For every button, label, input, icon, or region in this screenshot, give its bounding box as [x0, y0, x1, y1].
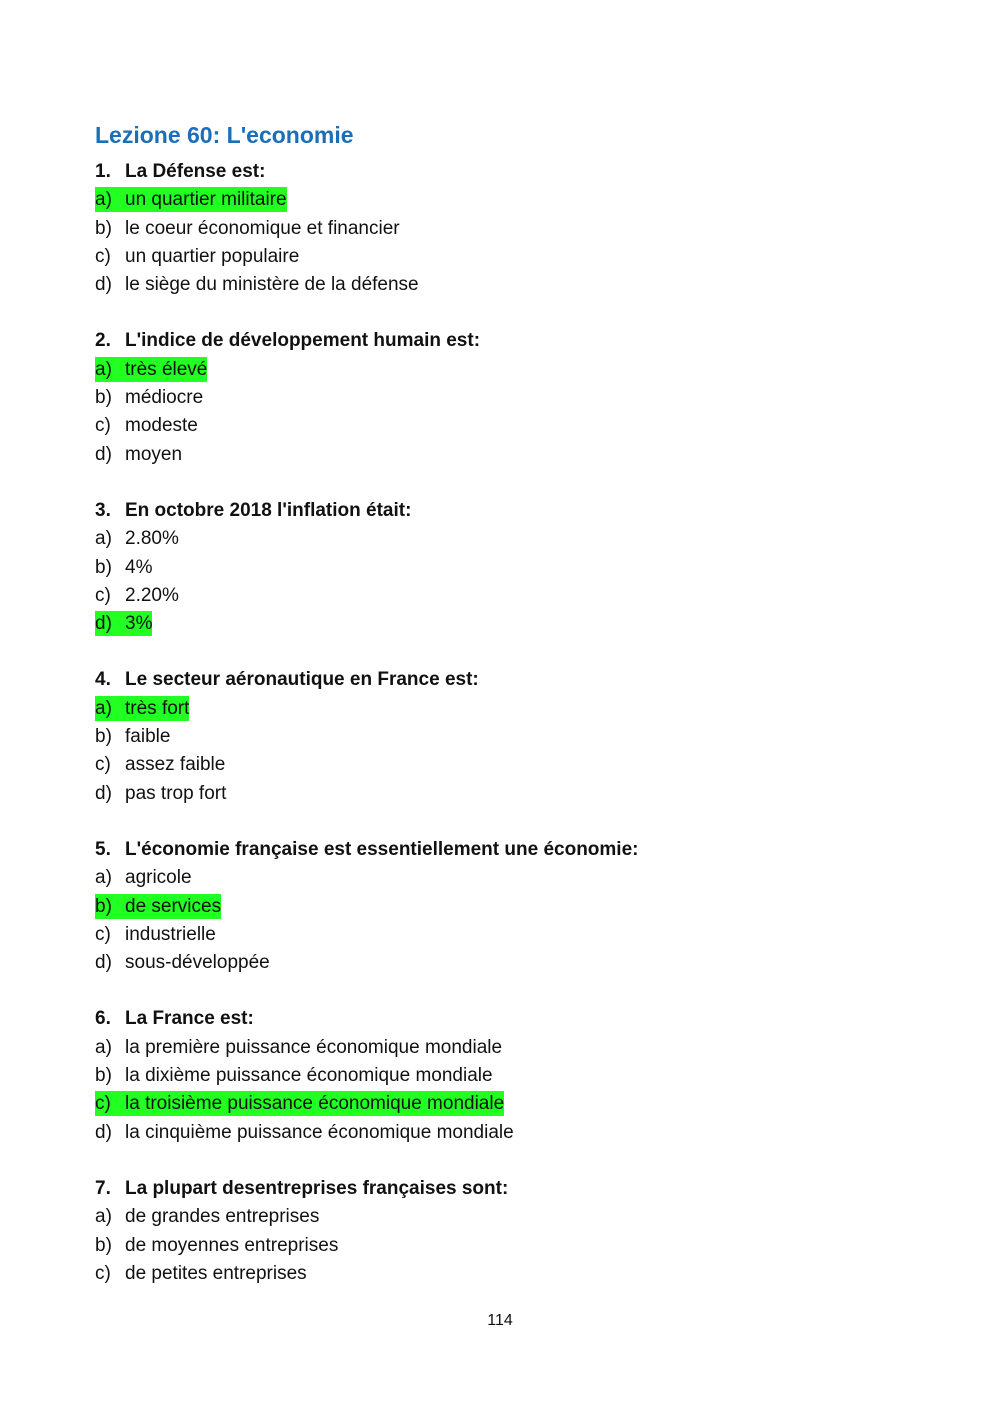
- answer-option-body: [95, 1261, 307, 1286]
- answer-option: [95, 1232, 915, 1260]
- question-stem: [95, 836, 915, 864]
- option-text: faible: [125, 726, 171, 748]
- option-letter: a): [95, 867, 112, 889]
- question-list: [95, 158, 915, 1288]
- answer-option: [95, 412, 915, 440]
- option-text: de services: [125, 895, 222, 917]
- option-letter: c): [95, 1262, 111, 1284]
- question-number: 6.: [95, 1008, 111, 1030]
- answer-option-body: [95, 1204, 319, 1229]
- answer-option: [95, 723, 915, 751]
- answer-option-body: [95, 1233, 338, 1258]
- answer-option: [95, 1090, 915, 1118]
- option-text: de grandes entreprises: [125, 1206, 320, 1228]
- question-number: 5.: [95, 838, 111, 860]
- option-letter: b): [95, 895, 112, 917]
- question-stem: [95, 497, 915, 525]
- option-letter: d): [95, 443, 112, 465]
- answer-option: [95, 186, 915, 214]
- question-text: La Défense est:: [125, 161, 266, 182]
- correct-answer-highlight: [95, 1091, 504, 1116]
- correct-answer-highlight: [95, 187, 287, 212]
- answer-option: [95, 864, 915, 892]
- option-letter: a): [95, 1036, 112, 1058]
- option-text: 2.80%: [125, 528, 179, 550]
- answer-option: [95, 271, 915, 299]
- answer-option: [95, 1260, 915, 1288]
- answer-option-body: [95, 865, 192, 890]
- option-letter: c): [95, 415, 111, 437]
- question-5: [95, 836, 915, 977]
- option-letter: c): [95, 923, 111, 945]
- answer-option-body: [95, 752, 225, 777]
- correct-answer-highlight: [95, 894, 221, 919]
- answer-option-body: [95, 413, 198, 438]
- answer-option-body: [95, 950, 270, 975]
- question-number: 3.: [95, 499, 111, 521]
- question-7: [95, 1175, 915, 1288]
- answer-option-body: [95, 1120, 514, 1145]
- answer-option-body: [95, 555, 152, 580]
- question-stem: [95, 1005, 915, 1033]
- question-3: [95, 497, 915, 638]
- question-number: 1.: [95, 161, 111, 182]
- answer-option-body: [95, 526, 179, 551]
- answer-option-body: [95, 922, 216, 947]
- page-number: 114: [487, 1312, 513, 1329]
- answer-option: [95, 695, 915, 723]
- option-letter: b): [95, 556, 112, 578]
- question-text: L'indice de développement humain est:: [125, 330, 481, 352]
- answer-option-body: [95, 385, 203, 410]
- option-letter: d): [95, 782, 112, 804]
- question-6: [95, 1005, 915, 1146]
- question-text: En octobre 2018 l'inflation était:: [125, 499, 412, 521]
- option-letter: a): [95, 189, 112, 211]
- option-text: la première puissance économique mondiale: [125, 1036, 503, 1058]
- answer-option: [95, 525, 915, 553]
- option-text: la cinquième puissance économique mondiale: [125, 1121, 514, 1143]
- option-text: très fort: [125, 697, 190, 719]
- answer-option: [95, 751, 915, 779]
- question-number: 7.: [95, 1177, 111, 1199]
- lesson-title: Lezione 60: L'economie: [95, 122, 354, 148]
- option-text: la dixième puissance économique mondiale: [125, 1065, 493, 1087]
- option-letter: d): [95, 1121, 112, 1143]
- question-4: [95, 666, 915, 807]
- answer-option-body: [95, 1035, 502, 1060]
- option-text: un quartier militaire: [125, 189, 287, 211]
- option-text: très élevé: [125, 358, 208, 380]
- question-text: La plupart desentreprises françaises sont:: [125, 1177, 509, 1199]
- option-letter: c): [95, 754, 111, 776]
- answer-option: [95, 356, 915, 384]
- option-text: moyen: [125, 443, 183, 465]
- option-letter: b): [95, 217, 112, 239]
- option-text: pas trop fort: [125, 782, 227, 804]
- option-text: 4%: [125, 556, 153, 578]
- question-text: La France est:: [125, 1008, 254, 1030]
- question-2: [95, 327, 915, 468]
- question-number: 4.: [95, 669, 111, 691]
- answer-option: [95, 1062, 915, 1090]
- correct-answer-highlight: [95, 611, 152, 636]
- option-letter: b): [95, 726, 112, 748]
- answer-option: [95, 554, 915, 582]
- option-letter: a): [95, 1206, 112, 1228]
- option-letter: d): [95, 274, 112, 296]
- option-letter: b): [95, 1065, 112, 1087]
- option-text: 2.20%: [125, 584, 179, 606]
- correct-answer-highlight: [95, 357, 207, 382]
- question-number: 2.: [95, 330, 111, 352]
- option-text: assez faible: [125, 754, 226, 776]
- option-letter: c): [95, 584, 111, 606]
- option-letter: d): [95, 613, 112, 635]
- question-stem: [95, 158, 915, 186]
- answer-option: [95, 921, 915, 949]
- option-letter: b): [95, 387, 112, 409]
- answer-option: [95, 215, 915, 243]
- answer-option: [95, 893, 915, 921]
- option-letter: c): [95, 245, 111, 267]
- option-text: médiocre: [125, 387, 204, 409]
- option-letter: d): [95, 952, 112, 974]
- option-text: modeste: [125, 415, 198, 437]
- option-text: agricole: [125, 867, 192, 889]
- option-text: le siège du ministère de la défense: [125, 274, 419, 296]
- answer-option-body: [95, 781, 226, 806]
- option-text: sous-développée: [125, 952, 270, 974]
- option-letter: b): [95, 1234, 112, 1256]
- answer-option: [95, 949, 915, 977]
- option-text: le coeur économique et financier: [125, 217, 400, 239]
- answer-option: [95, 384, 915, 412]
- answer-option: [95, 1034, 915, 1062]
- answer-option-body: [95, 1063, 493, 1088]
- answer-option: [95, 582, 915, 610]
- option-letter: a): [95, 358, 112, 380]
- option-text: de petites entreprises: [125, 1262, 307, 1284]
- answer-option: [95, 1119, 915, 1147]
- page-content: [95, 118, 915, 1316]
- question-stem: [95, 327, 915, 355]
- option-text: de moyennes entreprises: [125, 1234, 339, 1256]
- option-text: un quartier populaire: [125, 245, 300, 267]
- answer-option-body: [95, 583, 179, 608]
- answer-option: [95, 780, 915, 808]
- option-text: industrielle: [125, 923, 216, 945]
- answer-option: [95, 610, 915, 638]
- option-letter: c): [95, 1093, 111, 1115]
- correct-answer-highlight: [95, 696, 189, 721]
- answer-option-body: [95, 272, 419, 297]
- answer-option-body: [95, 442, 182, 467]
- option-text: 3%: [125, 613, 153, 635]
- question-text: L'économie française est essentiellement une économie:: [125, 838, 639, 860]
- answer-option-body: [95, 244, 299, 269]
- option-letter: a): [95, 528, 112, 550]
- question-text: Le secteur aéronautique en France est:: [125, 669, 479, 691]
- option-letter: a): [95, 697, 112, 719]
- answer-option: [95, 243, 915, 271]
- answer-option: [95, 441, 915, 469]
- question-1: [95, 158, 915, 299]
- question-stem: [95, 666, 915, 694]
- question-stem: [95, 1175, 915, 1203]
- answer-option-body: [95, 724, 170, 749]
- answer-option: [95, 1203, 915, 1231]
- answer-option-body: [95, 216, 400, 241]
- option-text: la troisième puissance économique mondiale: [125, 1093, 505, 1115]
